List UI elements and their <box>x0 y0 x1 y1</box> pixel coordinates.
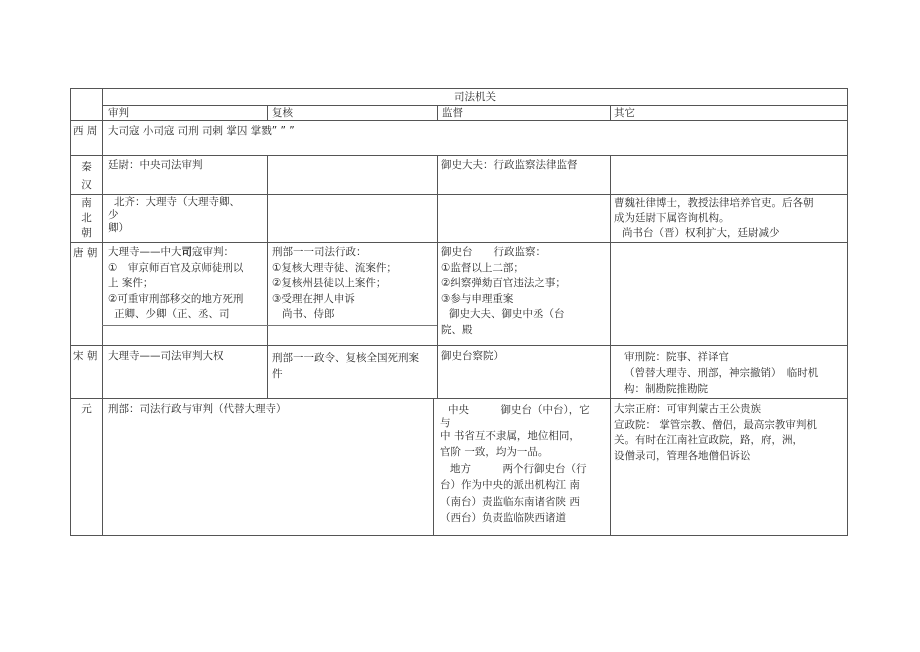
trial-cell: 刑部：司法行政与审判（代替大理寺） <box>108 403 287 415</box>
era-label: 唐 朝 <box>73 247 98 259</box>
table-border-top <box>70 88 848 89</box>
supervision-cell: 御史台察院） <box>441 350 504 362</box>
trial-cell: 北齐：大理寺（大理寺卿、 少 卿） <box>108 196 240 234</box>
row-divider <box>70 155 848 156</box>
column-divider <box>610 155 611 536</box>
header-supervision: 监督 <box>442 107 463 119</box>
other-cell: 大宗正府：可审判蒙古王公贵族 宣政院： 掌管宗教、僧侣，最高宗教审判机 关。有时在江南社宣政院，路，府，洲， 设僧录司，管理各地僧侣诉讼 <box>614 403 817 462</box>
trial-cell: 大司寇 小司寇 司刑 司剌 掌囚 掌戮” ” ” <box>108 125 295 137</box>
table-title: 司法机关 <box>454 91 496 103</box>
column-divider <box>267 155 268 399</box>
review-cell: 刑部一一政令、复核全国死刑案 件 <box>272 352 419 380</box>
era-label: 元 <box>81 403 92 415</box>
era-label: 秦 汉 <box>81 161 92 191</box>
header-review: 复核 <box>272 107 293 119</box>
column-divider <box>437 105 438 121</box>
supervision-cell: 中央 御史台（中台），它 与 中 书省互不隶属，地位相同， 官阶 一致，均为一品。 地方 两个行御史台（行 台）作为中央的派出机构江 南 （南台）责监临东南诸省陕 西 （西台）负责监临陕西诸道 <box>440 404 590 524</box>
supervision-cell: 御史台 行政监察： ①监督以上二部； ②纠察弹劾百官违法之事； ③参与申理重案 御史大夫、御史中丞（台 院、殿 <box>441 246 566 336</box>
column-divider <box>437 155 438 399</box>
table-border-bottom <box>70 535 848 536</box>
era-label: 南 北 朝 <box>81 197 92 239</box>
trial-cell: 大理寺——中大司寇审判： ① 审京师百官及京师徒刑以 上 案件； ②可重审刑部移交的地方死刑 正卿、少卿（正、丞、司 <box>108 246 244 320</box>
header-bottom-rule <box>70 120 848 121</box>
trial-cell: 廷尉：中央司法审判 <box>108 159 203 171</box>
column-divider <box>267 105 268 121</box>
header-other: 其它 <box>614 107 635 119</box>
trial-cell: 大理寺——司法审判大权 <box>108 350 224 362</box>
supervision-cell: 御史大夫：行政监察法律监督 <box>441 159 578 171</box>
row-divider <box>70 194 848 195</box>
review-cell: 刑部一一司法行政： ①复核大理寺徒、流案件； ②复核州县徒以上案件； ③受理在押人申诉 尚书、侍郎 <box>272 246 397 320</box>
header-divider <box>102 105 848 106</box>
header-trial: 审判 <box>108 107 129 119</box>
row-divider <box>70 398 848 399</box>
era-label: 西 周 <box>73 125 98 137</box>
other-cell: 曹魏社律博士，教授法律培养官吏。后各朝 成为廷尉下属咨询机构。 尚书台（晋）权利扩大，廷尉减少 <box>614 197 814 239</box>
row-divider <box>70 345 848 346</box>
column-divider <box>610 105 611 121</box>
table-border-right <box>847 88 848 536</box>
cell-clip-rule <box>102 325 267 326</box>
era-label: 宋 朝 <box>73 350 98 362</box>
other-cell: 审刑院：院事、祥译官 （曾替大理寺、刑部，神宗撤销） 临时机 构：制勘院推勘院 <box>624 351 819 395</box>
era-column-divider <box>102 88 103 536</box>
column-divider <box>433 398 434 536</box>
row-divider <box>70 242 848 243</box>
table-border-left <box>70 88 71 536</box>
cell-clip-rule <box>267 325 437 326</box>
